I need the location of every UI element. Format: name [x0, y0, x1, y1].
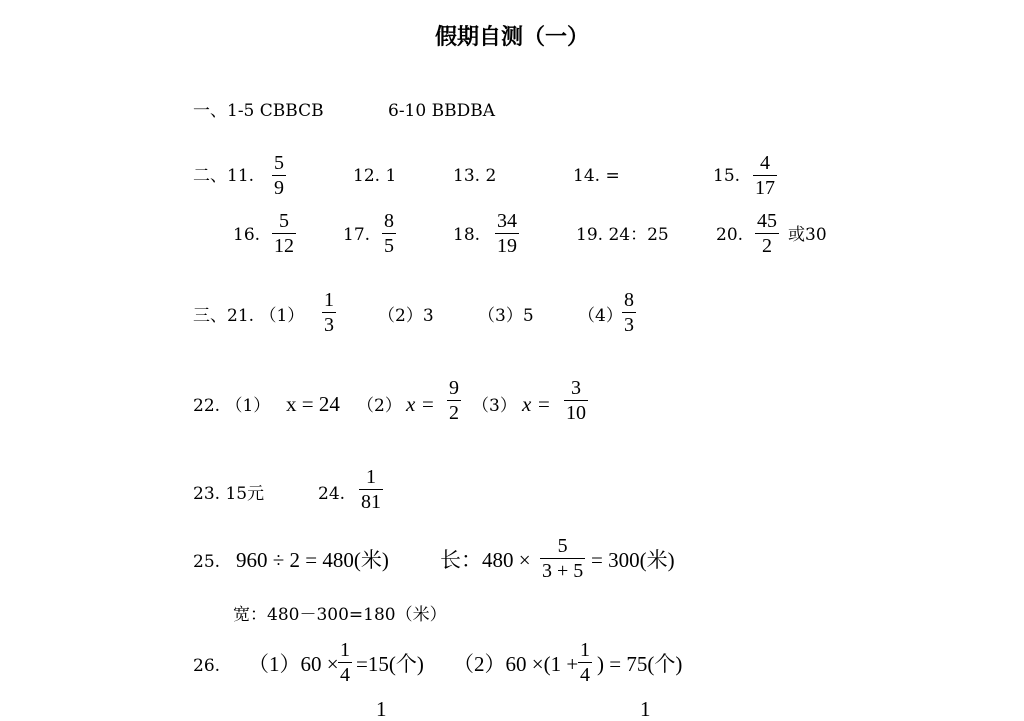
q23-answer: 23. 15元: [193, 484, 265, 504]
q15-numerator: 4: [760, 152, 770, 174]
q24-fraction: [359, 465, 383, 514]
q22-part3-label: （3）: [472, 396, 517, 416]
q22-label: 22. （1）: [193, 396, 271, 416]
q21-part4-fraction: [622, 288, 636, 337]
q16-numerator: 5: [279, 210, 289, 232]
q18-label: 18.: [453, 225, 481, 245]
q21-part1-fraction: [322, 288, 336, 337]
q21-part3: （3）5: [478, 306, 534, 326]
q14-answer: 14. =: [573, 166, 620, 186]
q15-label: 15.: [713, 166, 741, 186]
q17-label: 17.: [343, 225, 371, 245]
q27-partial-numerator-2: 1: [640, 697, 651, 721]
q24-label: 24.: [318, 484, 346, 504]
q22-part3-fraction: [564, 376, 588, 425]
q21-part2: （2）3: [378, 306, 434, 326]
q26-part2-denominator: 4: [580, 664, 590, 686]
q17-numerator: 8: [384, 210, 394, 232]
q16-fraction: [272, 209, 296, 258]
q25-length-result: = 300(米): [591, 548, 675, 572]
q25-expression: 960 ÷ 2 = 480(米): [236, 548, 389, 572]
section1-answers-1-5: 一、1-5 CBBCB: [193, 101, 324, 121]
q11-denominator: 9: [274, 177, 284, 199]
q18-denominator: 19: [497, 235, 517, 257]
q20-suffix: 或30: [788, 225, 827, 245]
q22-part3-numerator: 3: [571, 377, 581, 399]
q11-numerator: 5: [274, 152, 284, 174]
q19-answer: 19. 24：25: [576, 225, 669, 245]
section1-answers-6-10: 6-10 BBDBA: [388, 101, 495, 121]
q21-part4-numerator: 8: [624, 289, 634, 311]
q22-part2-label: （2）: [357, 396, 402, 416]
q22-part3-denominator: 10: [566, 402, 586, 424]
q21-part1-numerator: 1: [324, 289, 334, 311]
q20-denominator: 2: [762, 235, 772, 257]
q26-part1-numerator: 1: [340, 639, 350, 661]
q26-part2-result: ) = 75(个): [597, 652, 683, 676]
q21-label: 三、21. （1）: [193, 306, 305, 326]
q26-part2-label: （2）60 ×(1 +: [453, 652, 579, 676]
q11-fraction: [272, 151, 286, 200]
q24-numerator: 1: [366, 466, 376, 488]
q22-part2-denominator: 2: [449, 402, 459, 424]
q22-part3-var: x =: [522, 392, 551, 416]
q15-fraction: [753, 151, 777, 200]
q12-answer: 12. 1: [353, 166, 397, 186]
q11-label: 二、11.: [193, 166, 255, 186]
page-title: 假期自测（一）: [434, 25, 589, 50]
q22-part2-fraction: [447, 376, 461, 425]
q17-fraction: [382, 209, 396, 258]
q20-fraction: [755, 209, 779, 258]
q18-fraction: [495, 209, 519, 258]
q16-denominator: 12: [274, 235, 294, 257]
q22-part2-numerator: 9: [449, 377, 459, 399]
q25-length-numerator: 5: [557, 535, 568, 557]
q27-partial-numerator-1: 1: [376, 697, 387, 721]
q25-width: 宽：480－300=180（米）: [233, 605, 447, 625]
q13-answer: 13. 2: [453, 166, 497, 186]
q18-numerator: 34: [497, 210, 517, 232]
q16-label: 16.: [233, 225, 261, 245]
q26-part1-result: =15(个): [356, 652, 424, 676]
q26-part2-fraction: [578, 638, 592, 687]
q20-numerator: 45: [757, 210, 777, 232]
q25-length-denominator: 3 + 5: [542, 560, 584, 582]
q26-part1-denominator: 4: [340, 664, 350, 686]
q26-part1-fraction: [338, 638, 352, 687]
q26-part2-numerator: 1: [580, 639, 590, 661]
q21-part4-denominator: 3: [624, 314, 634, 336]
q22-part1: x = 24: [286, 392, 340, 416]
q25-length-label: 长：480 ×: [440, 548, 531, 572]
q26-label: 26.: [193, 656, 221, 676]
q20-label: 20.: [716, 225, 744, 245]
q15-denominator: 17: [755, 177, 775, 199]
q22-part2-var: x =: [406, 392, 435, 416]
q21-part4-label: （4）: [578, 306, 623, 326]
q26-part1-label: （1）60 ×: [248, 652, 339, 676]
q25-label: 25.: [193, 552, 221, 572]
q21-part1-denominator: 3: [324, 314, 334, 336]
q25-length-fraction: [540, 534, 585, 583]
q24-denominator: 81: [361, 491, 381, 513]
q17-denominator: 5: [384, 235, 394, 257]
